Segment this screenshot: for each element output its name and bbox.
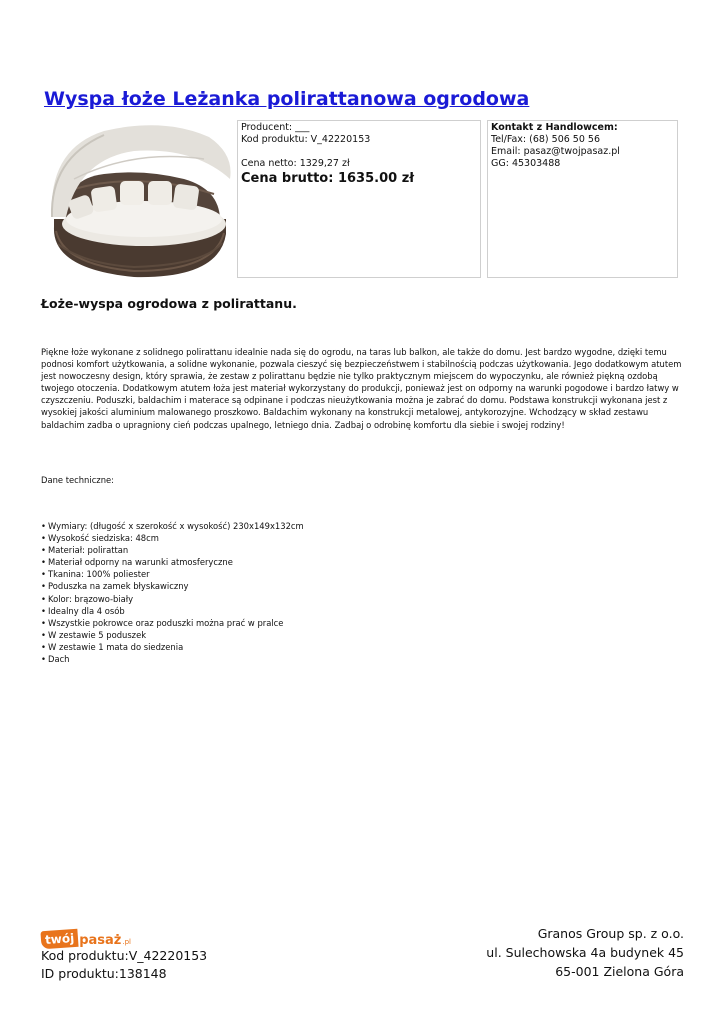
list-item: • Dach (41, 653, 304, 665)
list-item: • Materiał: polirattan (41, 544, 304, 556)
contact-phone: Tel/Fax: (68) 506 50 56 (491, 134, 600, 145)
product-info-box (237, 120, 481, 278)
contact-gg: GG: 45303488 (491, 158, 561, 169)
list-item: • W zestawie 5 poduszek (41, 629, 304, 641)
footer-street: ul. Sulechowska 4a budynek 45 (486, 945, 684, 960)
product-description: Piękne łoże wykonane z solidnego polirattanu idealnie nada się do ogrodu, na taras lub balkon, ale także do domu. Jest bardzo wygodne, dzięki temu podnosi komfort użytkowania, a solidne wykonanie, pozwala cieszyć się bezpieczeństwem i stabilnością podczas użytkowania. Jego dodatkowym atutem jest nowoczesny design, który sprawia, że zestaw z polirattanu będzie nie tylko praktycznym miejscem do wypoczynku, ale również piękną ozdobą twojego otoczenia. Dodatkowym atutem łoża jest materiał wykorzystany do produkcji, ponieważ jest on odporny na warunki pogodowe i bardzo łatwy w czyszczeniu. Poduszki, baldachim i materace są odpinane i podczas nieużytkowania można je zabrać do domu. Podstawa konstrukcji wykonana jest z wysokiej jakości aluminium malowanego proszkowo. Baldachim wykonany na konstrukcji metalowej, antykorozyjne. Wchodzący w skład zestawu baldachim zadba o upragniony cień podczas upalnego, letniego dnia. Zadbaj o odrobinę komfortu dla siebie i swojej rodziny! (41, 347, 682, 430)
list-item: • Materiał odporny na warunki atmosferyczne (41, 556, 304, 568)
product-title-link[interactable]: Wyspa łoże Leżanka polirattanowa ogrodowa (44, 88, 530, 110)
twojpasaz-logo (41, 926, 131, 948)
list-item: • Tkanina: 100% poliester (41, 568, 304, 580)
footer-product-id: ID produktu:138148 (41, 966, 167, 981)
footer-company-name: Granos Group sp. z o.o. (537, 926, 684, 941)
product-image (44, 119, 234, 279)
feature-list (41, 520, 304, 665)
logo-part-twoj: twój (40, 929, 78, 950)
contact-box (487, 120, 678, 278)
product-subtitle: Łoże-wyspa ogrodowa z polirattanu. (41, 296, 297, 311)
technical-heading: Dane techniczne: (41, 475, 114, 485)
logo-part-pl: .pl (122, 938, 131, 946)
contact-heading: Kontakt z Handlowcem: (491, 122, 618, 133)
list-item: • Idealny dla 4 osób (41, 605, 304, 617)
list-item: • W zestawie 1 mata do siedzenia (41, 641, 304, 653)
footer-product-ids (41, 947, 207, 983)
footer-company-address (486, 924, 684, 981)
list-item: • Kolor: brązowo-biały (41, 593, 304, 605)
list-item: • Wymiary: (długość x szerokość x wysokość) 230x149x132cm (41, 520, 304, 532)
logo-part-pasaz: pasaż (79, 933, 122, 948)
net-price-text: Cena netto: 1329,27 zł (241, 158, 350, 169)
list-item: • Wysokość siedziska: 48cm (41, 532, 304, 544)
footer-city: 65-001 Zielona Góra (555, 964, 684, 979)
list-item: • Wszystkie pokrowce oraz poduszki można prać w pralce (41, 617, 304, 629)
producer-text: Producent: ___ (241, 122, 310, 133)
contact-email: Email: pasaz@twojpasaz.pl (491, 146, 620, 157)
footer-product-code: Kod produktu:V_42220153 (41, 948, 208, 963)
list-item: • Poduszka na zamek błyskawiczny (41, 580, 304, 592)
product-code-text: Kod produktu: V_42220153 (241, 134, 371, 145)
gross-price-text: Cena brutto: 1635.00 zł (241, 171, 415, 186)
